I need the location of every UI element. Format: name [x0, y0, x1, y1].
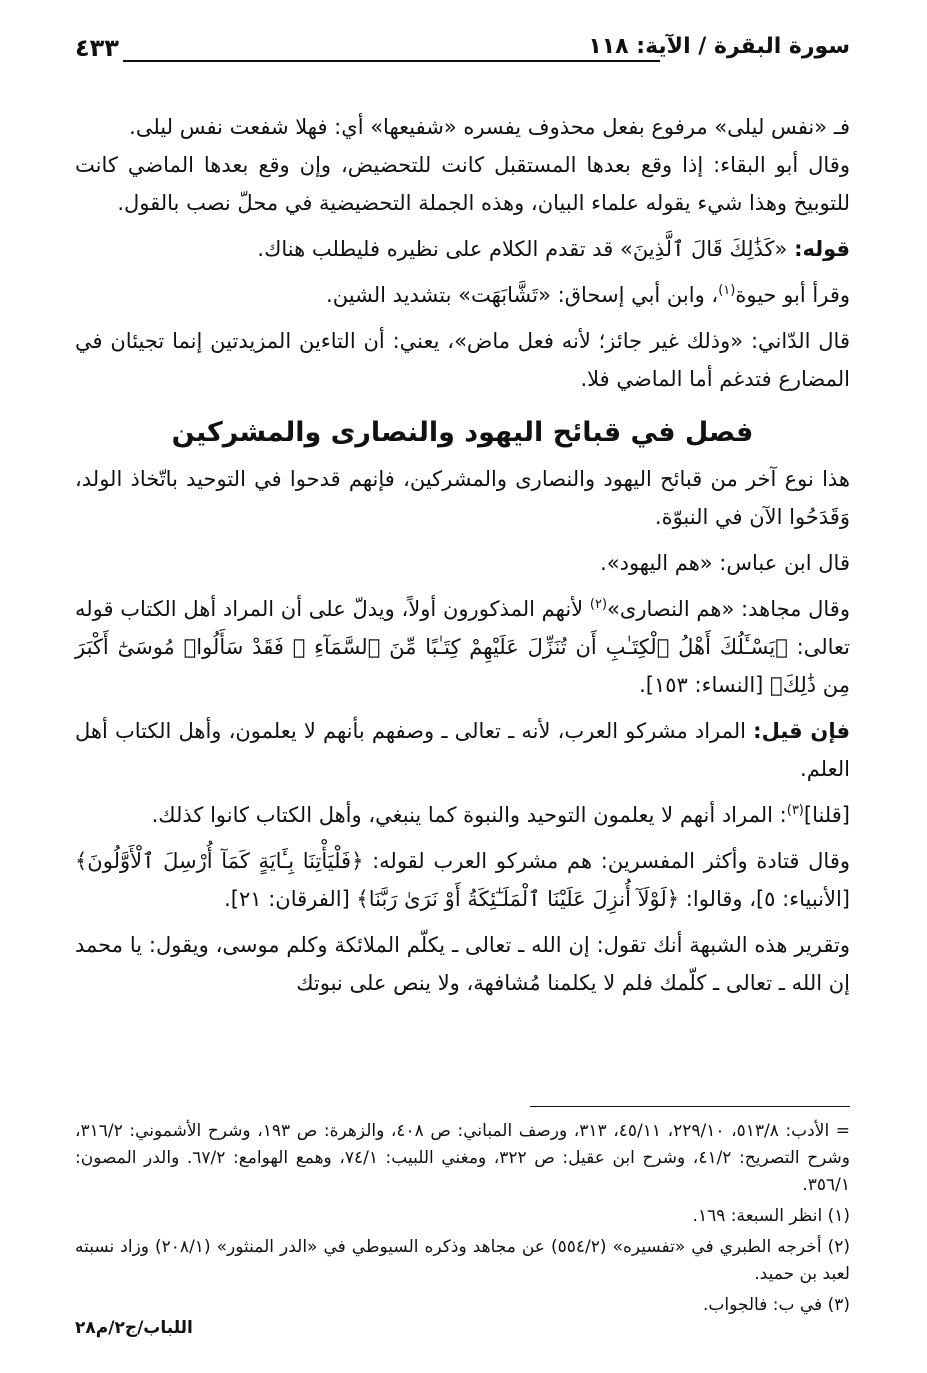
- paragraph-text: لأنهم المذكورون أولاً، ويدلّ على أن المراد أهل الكتاب قوله تعالى: ﴿يَسْـَٔلُكَ أَهْلُ ٱلْكِتَـٰبِ أَن تُنَزِّلَ عَلَيْهِمْ كِتَـٰبًا مِّنَ ٱلسَّمَآءِ ۚ فَقَدْ سَأَلُوا۟ مُوسَىٰٓ أَكْبَرَ مِن ذَٰلِكَ﴾ [النساء: ١٥٣].: [75, 597, 850, 697]
- running-title: سورة البقرة / الآية: ١١٨: [588, 34, 850, 59]
- paragraph: [75, 276, 850, 314]
- paragraph: وقال أبو البقاء: إذا وقع بعدها المستقبل كانت للتحضيض، وإن وقع بعدها الماضي كانت للتوبيخ وهذا شيء يقوله علماء البيان، وهذه الجملة التحضيضية في محلّ نصب بالقول.: [75, 153, 850, 215]
- document-page: [75, 30, 850, 1350]
- paragraph-text: ، وابن أبي إسحاق: «تَشَّابَهَت» بتشديد الشين.: [326, 283, 719, 307]
- paragraph-text: «كَذَٰلِكَ قَالَ ٱلَّذِينَ» قد تقدم الكلام على نظيره فليطلب هناك.: [257, 237, 795, 261]
- paragraph-text: : المراد أنهم لا يعلمون التوحيد والنبوة كما ينبغي، وأهل الكتاب كانوا كذلك.: [151, 803, 787, 827]
- footnote-ref: (٢): [589, 597, 608, 612]
- paragraph-text: وقال مجاهد: «هم النصارى»: [607, 597, 850, 621]
- paragraph: وقال قتادة وأكثر المفسرين: هم مشركو العرب لقوله: ﴿فَلْيَأْتِنَا بِـَٔايَةٍ كَمَآ أُرْسِلَ ٱلْأَوَّلُونَ﴾ [الأنبياء: ٥]، وقالوا: ﴿لَوْلَآ أُنزِلَ عَلَيْنَا ٱلْمَلَـٰٓئِكَةُ أَوْ نَرَىٰ رَبَّنَا﴾ [الفرقان: ٢١].: [75, 849, 850, 911]
- paragraph: [75, 712, 850, 788]
- footnote: (٣) في ب: فالجواب.: [702, 1295, 850, 1315]
- lead-word: فإن قيل:: [753, 719, 850, 743]
- page-number: ٤٣٣: [75, 34, 119, 62]
- lead-word: قوله:: [794, 237, 850, 261]
- paragraph: وتقرير هذه الشبهة أنك تقول: إن الله ـ تعالى ـ يكلّم الملائكة وكلم موسى، ويقول: يا محمد إن الله ـ تعالى ـ كلّمك فلم لا يكلمنا مُشافهة، ولا ينص على نبوتك: [75, 933, 850, 995]
- footnote: = الأدب: ٥١٣/٨، ٢٢٩/١٠، ٤٥/١١، ٣١٣، ورصف المباني: ص ٤٠٨، والزهرة: ص ١٩٣، وشرح الأشموني: ٣١٦/٢، وشرح التصريح: ٤١/٢، وشرح ابن عقيل: ص ٣٢٢، ومغني اللبيب: ٧٤/١، وهمع الهوامع: ٦٧/٢. والدر المصون: ٣٥٦/١.: [75, 1121, 851, 1195]
- paragraph-text: المراد مشركو العرب، لأنه ـ تعالى ـ وصفهم بأنهم لا يعلمون، وأهل الكتاب أهل العلم.: [75, 719, 850, 781]
- paragraph: قال ابن عباس: «هم اليهود».: [600, 551, 850, 575]
- paragraph: [75, 796, 850, 834]
- page-footer-signature: اللباب/ج٢/م٢٨: [75, 1318, 193, 1338]
- paragraph: فـ «نفس ليلى» مرفوع بفعل محذوف يفسره «شفيعها» أي: فهلا شفعت نفس ليلى.: [129, 115, 850, 139]
- paragraph-text: وقرأ أبو حيوة: [735, 283, 850, 307]
- page-header: [75, 30, 850, 70]
- header-rule: [123, 60, 660, 62]
- footnote: (٢) أخرجه الطبري في «تفسيره» (٥٥٤/٢) عن مجاهد وذكره السيوطي في «الدر المنثور» (٢٠٨/١) وزاد نسبته لعبد بن حميد.: [75, 1237, 850, 1284]
- paragraph-text: [قلنا]: [803, 803, 850, 827]
- paragraph: [75, 230, 850, 268]
- footnotes: [75, 1118, 850, 1319]
- paragraph: [75, 590, 850, 704]
- main-text: [75, 108, 850, 1002]
- footnote: (١) انظر السبعة: ١٦٩.: [692, 1206, 850, 1226]
- footnote-ref: (١): [718, 283, 736, 298]
- footnote-ref: (٣): [786, 803, 804, 818]
- section-heading: فصل في قبائح اليهود والنصارى والمشركين: [171, 417, 754, 448]
- paragraph: قال الدّاني: «وذلك غير جائز؛ لأنه فعل ماض»، يعني: أن التاءين المزيدتين إنما تجيئان في المضارع فتدغم أما الماضي فلا.: [75, 329, 850, 391]
- paragraph: هذا نوع آخر من قبائح اليهود والنصارى والمشركين، فإنهم قدحوا في التوحيد باتّخاذ الولد، وَقَدَحُوا الآن في النبوّة.: [75, 467, 850, 529]
- footnote-separator: [530, 1106, 850, 1107]
